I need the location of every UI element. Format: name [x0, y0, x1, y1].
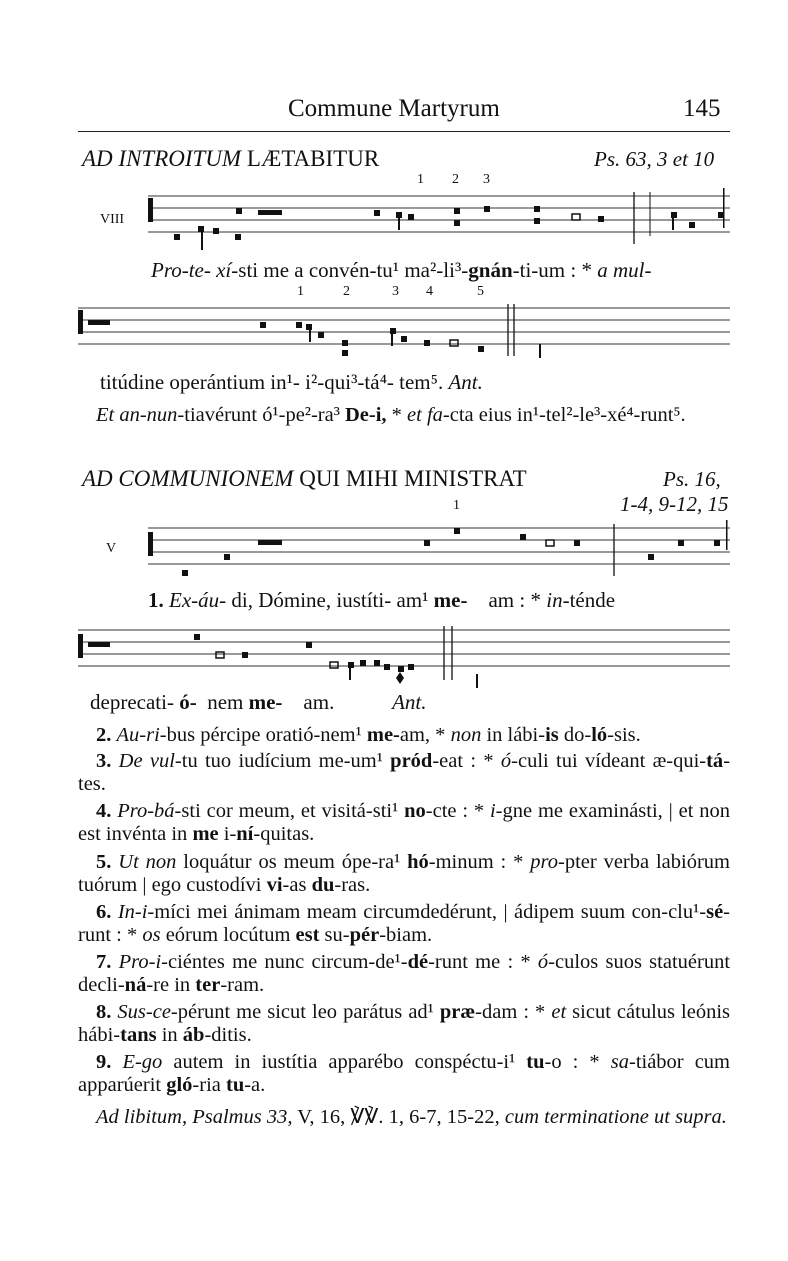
running-title: Commune Martyrum	[288, 95, 500, 122]
page-number: 145	[683, 95, 721, 122]
psalm-verse-7: 7. Pro-i-ciéntes me nunc circum-de¹-dé-runt me : * ó-culos suos statuérunt decli-ná-re in ter-ram.	[78, 951, 731, 996]
communion-reference-1: Ps. 16,	[663, 467, 721, 491]
communion-underlay-1: 1. Ex-áu- di, Dómine, iustíti- am¹ me- am : * in-ténde	[148, 588, 616, 612]
mode-label: V	[106, 541, 117, 556]
introit-heading: AD INTROITUM LÆTABITUR	[82, 146, 380, 171]
introit-accent-numbers-2	[0, 284, 788, 300]
accent-number: 3	[392, 284, 399, 299]
communion-accent-numbers-1	[0, 498, 788, 514]
psalm-verse-3: 3. De vul-tu tuo iudícium me-um¹ pród-eat : * ó-culi tui vídeant æ-qui-tá-tes.	[78, 750, 731, 795]
psalm-verse-6: 6. In-i-míci mei ánimam meam circumdedérunt, | ádipem suum con-clu¹-sé-runt : * os eórum locútum est su-pér-biam.	[78, 901, 730, 946]
psalm-verse-9: 9. E-go autem in iustítia apparébo conspéctu-i¹ tu-o : * sa-tiábor cum apparúerit gló-ria tu-a.	[78, 1051, 730, 1096]
introit-underlay-2: titúdine operántium in¹- i²-qui³-tá⁴- tem⁵. Ant.	[100, 370, 483, 394]
accent-number: 4	[426, 284, 433, 299]
accent-number: 1	[453, 498, 460, 513]
communion-underlay-2: deprecati- ó- nem me- am. Ant.	[90, 690, 427, 714]
rubric-footnote: Ad libitum, Psalmus 33, V, 16, ℣℣. 1, 6-7, 15-22, cum terminatione ut supra.	[96, 1106, 727, 1128]
communion-heading: AD COMMUNIONEM QUI MIHI MINISTRAT	[82, 466, 527, 491]
chant-staff-1	[78, 188, 730, 252]
chant-staff-3	[78, 520, 730, 586]
chant-staff-2	[78, 300, 730, 366]
psalm-verse-2: 2. Au-ri-bus pércipe oratió-nem¹ me-am, * non in lábi-is do-ló-sis.	[96, 724, 641, 746]
accent-number: 5	[477, 284, 484, 299]
mode-label: VIII	[100, 212, 125, 227]
psalm-verse-4: 4. Pro-bá-sti cor meum, et visitá-sti¹ no-cte : * i-gne me examinásti, | et non est invénta in me i-ní-quitas.	[78, 800, 730, 845]
communion-reference-2: 1-4, 9-12, 15	[620, 492, 729, 516]
introit-verse: Et an-nun-tiavérunt ó¹-pe²-ra³ De-i, * et fa-cta eius in¹-tel²-le³-xé⁴-runt⁵.	[96, 404, 686, 426]
introit-underlay-1: Pro-te- xí-sti me a convén-tu¹ ma²-li³-gnán-ti-um : * a mul-	[151, 258, 652, 282]
chant-staff-4	[78, 622, 730, 688]
accent-number: 1	[417, 172, 424, 187]
header-rule	[78, 131, 730, 132]
accent-number: 2	[452, 172, 459, 187]
accent-number: 2	[343, 284, 350, 299]
accent-number: 1	[297, 284, 304, 299]
introit-reference: Ps. 63, 3 et 10	[594, 147, 715, 171]
introit-accent-numbers-1	[0, 172, 788, 188]
psalm-verse-5: 5. Ut non loquátur os meum ópe-ra¹ hó-minum : * pro-pter verba labiórum tuórum | ego custodívi vi-as du-ras.	[78, 851, 731, 896]
accent-number: 3	[483, 172, 490, 187]
psalm-verse-8: 8. Sus-ce-pérunt me sicut leo parátus ad¹ præ-dam : * et sicut cátulus leónis hábi-tans in áb-ditis.	[78, 1001, 730, 1046]
